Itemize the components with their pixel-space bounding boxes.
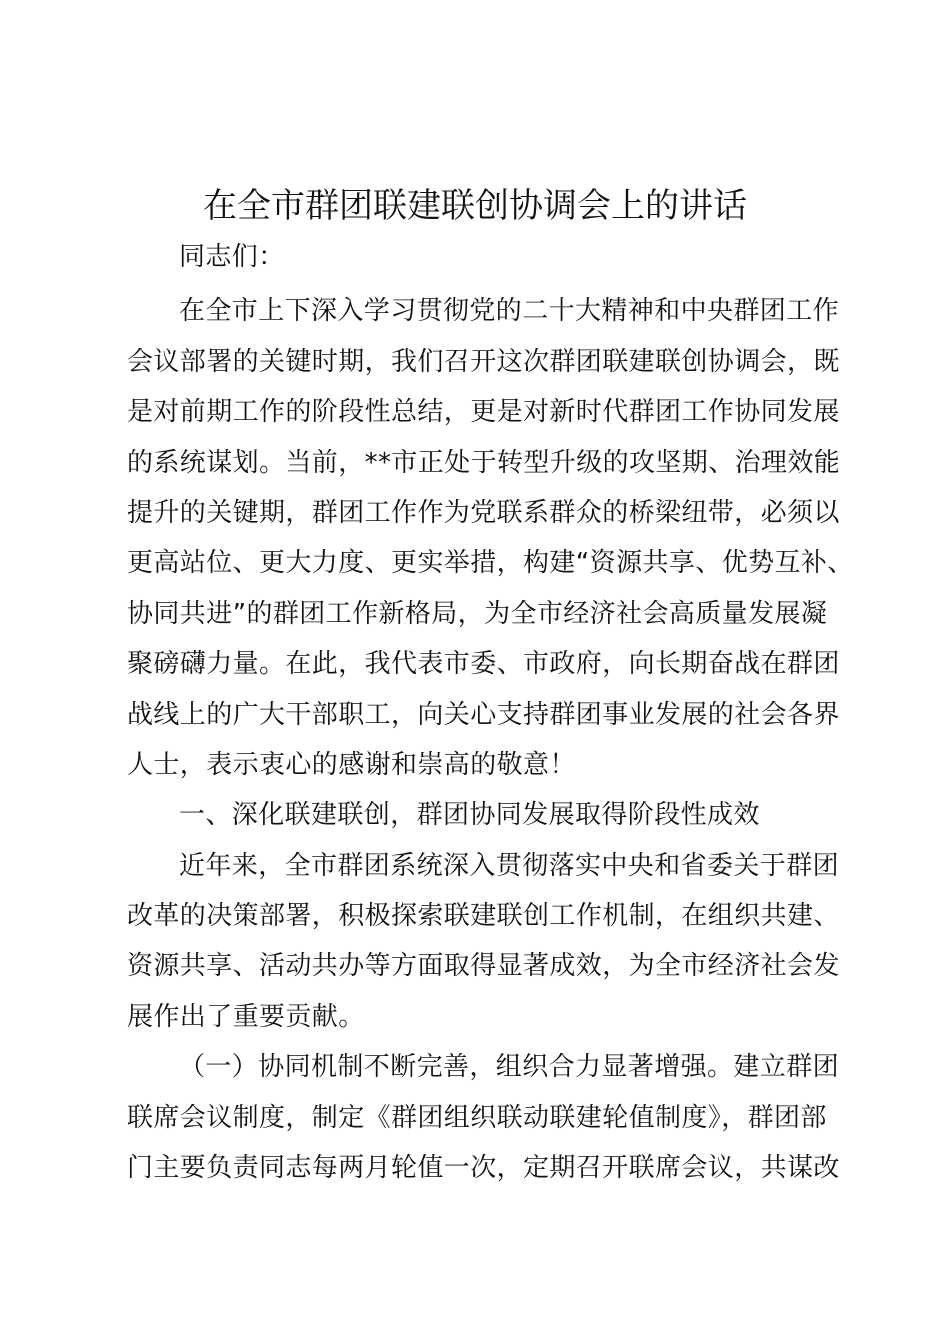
paragraph-line: 的系统谋划。当前，**市正处于转型升级的攻坚期、治理效能: [127, 447, 841, 478]
paragraph-line: （一）协同机制不断完善，组织合力显著增强。建立群团: [179, 1052, 840, 1083]
paragraph-line: 聚磅礴力量。在此，我代表市委、市政府，向长期奋战在群团: [127, 649, 840, 680]
paragraph-line: 在全市上下深入学习贯彻党的二十大精神和中央群团工作: [179, 296, 840, 327]
paragraph-line: 提升的关键期，群团工作作为党联系群众的桥梁纽带，必须以: [127, 497, 840, 528]
paragraph-line: 近年来，全市群团系统深入贯彻落实中央和省委关于群团: [179, 850, 840, 881]
salutation: 同志们：: [179, 242, 285, 272]
paragraph-line: 是对前期工作的阶段性总结，更是对新时代群团工作协同发展: [127, 397, 840, 428]
paragraph-line: 展作出了重要贡献。: [127, 1001, 365, 1032]
paragraph-line: 人士，表示衷心的感谢和崇高的敬意！: [127, 749, 576, 780]
paragraph-line: 资源共享、活动共办等方面取得显著成效，为全市经济社会发: [127, 951, 840, 982]
paragraph-line: 会议部署的关键时期，我们召开这次群团联建联创协调会，既: [127, 346, 840, 377]
document-title: 在全市群团联建联创协调会上的讲话: [203, 186, 747, 226]
paragraph-line: 协同共进”的群团工作新格局，为全市经济社会高质量发展凝: [127, 598, 828, 629]
document-body: [127, 232, 854, 1193]
paragraph-line: 战线上的广大干部职工，向关心支持群团事业发展的社会各界: [127, 699, 840, 730]
paragraph-line: 更高站位、更大力度、更实举措，构建“资源共享、优势互补、: [127, 548, 854, 579]
section-heading: 一、深化联建联创，群团协同发展取得阶段性成效: [179, 800, 760, 831]
paragraph-line: 联席会议制度，制定《群团组织联动联建轮值制度》，群团部: [127, 1102, 827, 1133]
paragraph-line: 改革的决策部署，积极探索联建联创工作机制，在组织共建、: [127, 901, 840, 932]
paragraph-line: 门主要负责同志每两月轮值一次，定期召开联席会议，共谋改: [127, 1153, 840, 1184]
